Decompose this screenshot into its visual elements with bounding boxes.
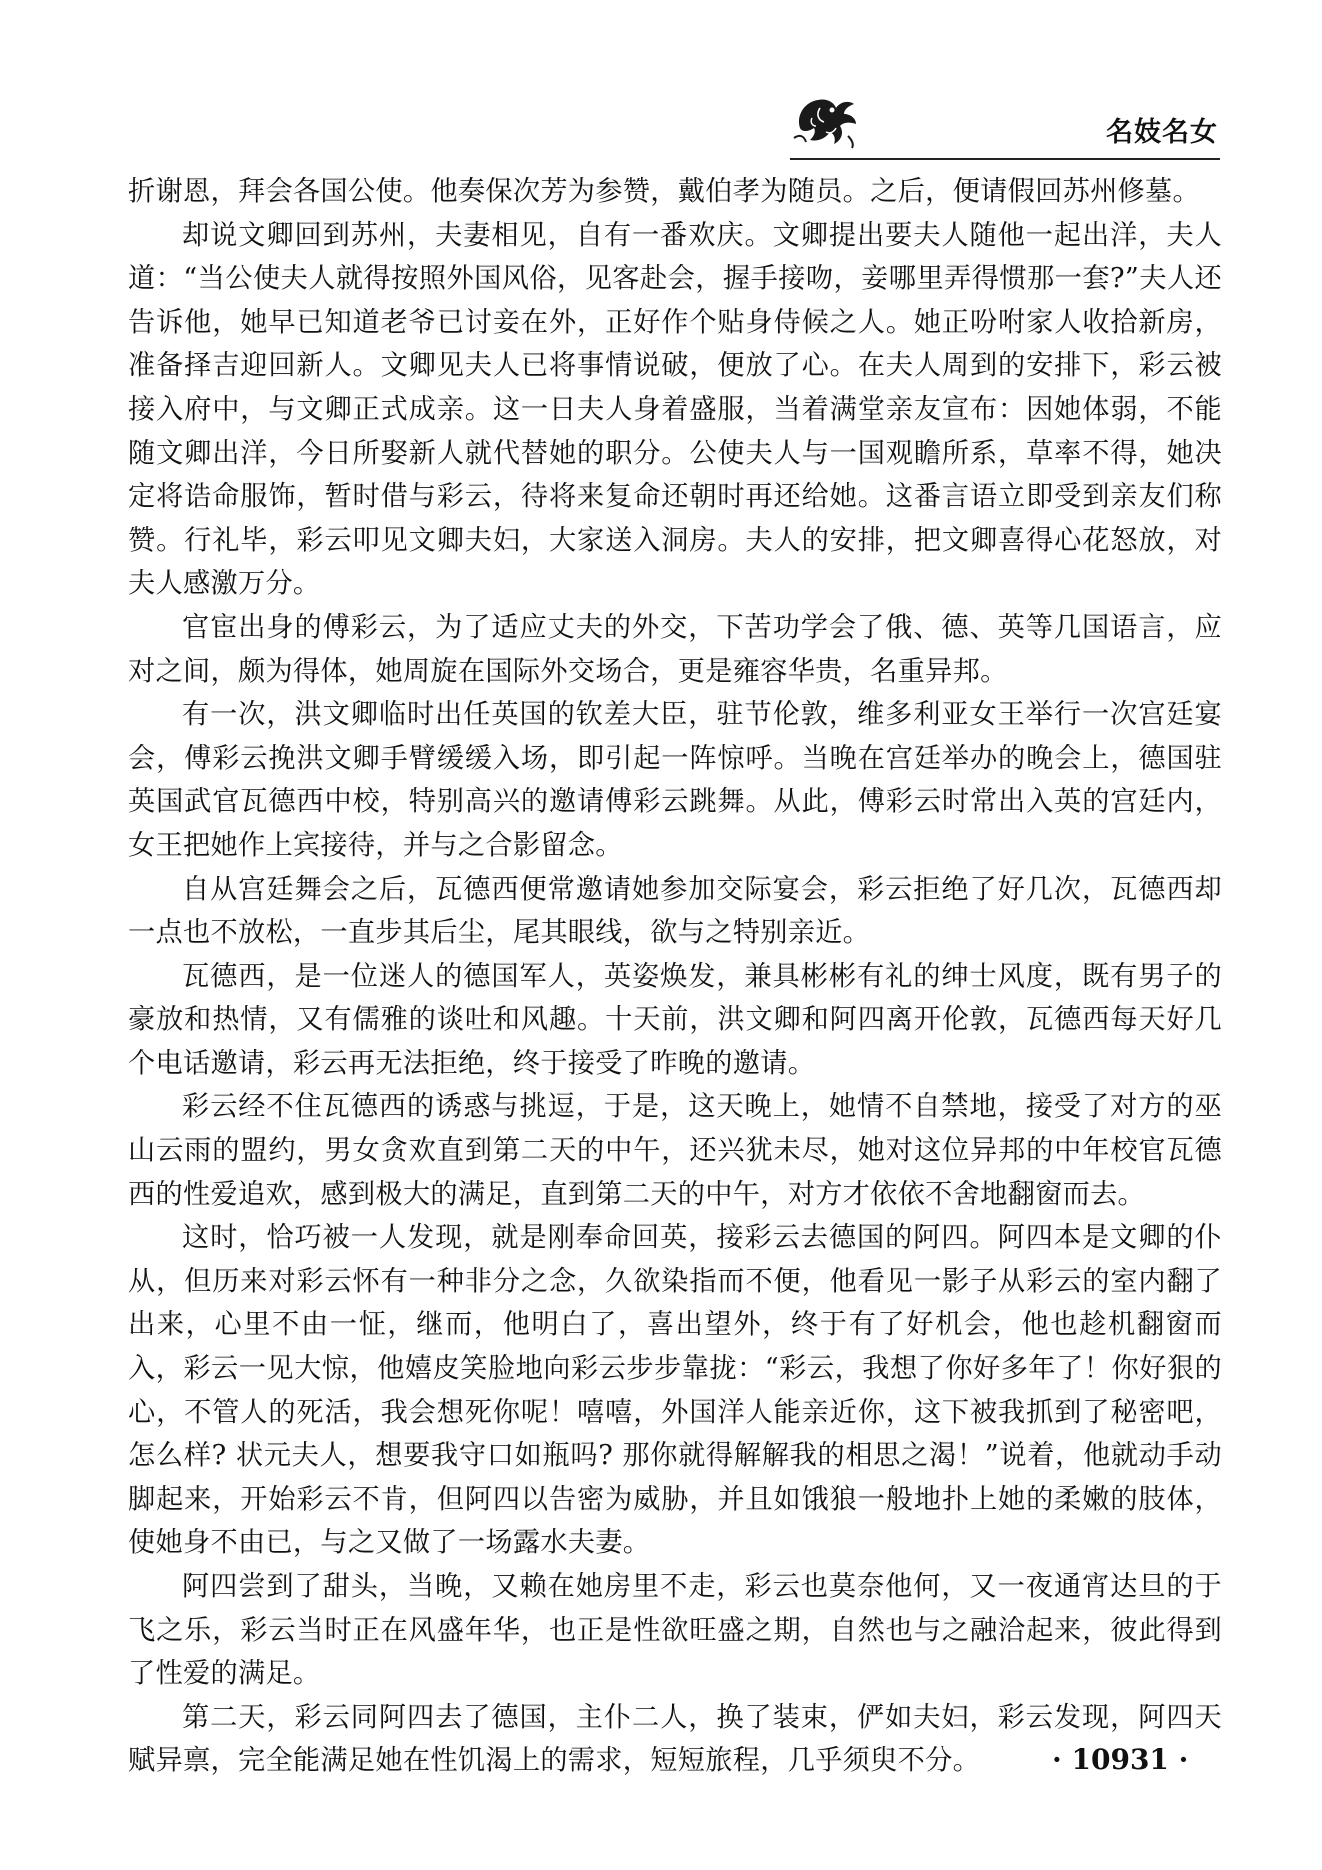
dragon-icon: [790, 88, 862, 152]
paragraph: 自从宫廷舞会之后，瓦德西便常邀请她参加交际宴会，彩云拒绝了好几次，瓦德西却一点也不放松，一直步其后尘，尾其眼线，欲与之特别亲近。: [128, 873, 1222, 949]
paragraph: 有一次，洪文卿临时出任英国的钦差大臣，驻节伦敦，维多利亚女王举行一次宫廷宴会，傅彩云挽洪文卿手臂缓缓入场，即引起一阵惊呼。当晚在宫廷举办的晚会上，德国驻英国武官瓦德西中校，特别高兴的邀请傅彩云跳舞。从此，傅彩云时常出入英的宫廷内，女王把她作上宾接待，并与之合影留念。: [128, 699, 1222, 861]
header-rule: [790, 158, 1220, 160]
paragraph: 瓦德西，是一位迷人的德国军人，英姿焕发，兼具彬彬有礼的绅士风度，既有男子的豪放和热情，又有儒雅的谈吐和风趣。十天前，洪文卿和阿四离开伦敦，瓦德西每天好几个电话邀请，彩云再无法拒绝，终于接受了昨晚的邀请。: [128, 960, 1222, 1079]
paragraph: 彩云经不住瓦德西的诱惑与挑逗，于是，这天晚上，她情不自禁地，接受了对方的巫山云雨的盟约，男女贪欢直到第二天的中午，还兴犹未尽，她对这位异邦的中年校官瓦德西的性爱追欢，感到极大的满足，直到第二天的中午，对方才依依不舍地翻窗而去。: [128, 1091, 1222, 1210]
paragraph: 官宦出身的傅彩云，为了适应丈夫的外交，下苦功学会了俄、德、英等几国语言，应对之间，颇为得体，她周旋在国际外交场合，更是雍容华贵，名重异邦。: [128, 611, 1222, 687]
paragraph: 却说文卿回到苏州，夫妻相见，自有一番欢庆。文卿提出要夫人随他一起出洋，夫人道：“当公使夫人就得按照外国风俗，见客赴会，握手接吻，妾哪里弄得惯那一套?”夫人还告诉他，她早已知道老爷已讨妾在外，正好作个贴身侍候之人。她正吩咐家人收拾新房，准备择吉迎回新人。文卿见夫人已将事情说破，便放了心。在夫人周到的安排下，彩云被接入府中，与文卿正式成亲。这一日夫人身着盛服，当着满堂亲友宣布：因她体弱，不能随文卿出洋，今日所娶新人就代替她的职分。公使夫人与一国观瞻所系，草率不得，她决定将诰命服饰，暂时借与彩云，待将来复命还朝时再还给她。这番言语立即受到亲友们称赞。行礼毕，彩云叩见文卿夫妇，大家送入洞房。夫人的安排，把文卿喜得心花怒放，对夫人感激万分。: [128, 219, 1222, 600]
page-header: [790, 82, 1220, 162]
page-header-title: 名妓名女: [1106, 117, 1218, 148]
page-body: [128, 170, 1222, 1783]
paragraph: 第二天，彩云同阿四去了德国，主仆二人，换了装束，俨如夫妇，彩云发现，阿四天赋异禀，完全能满足她在性饥渴上的需求，短短旅程，几乎须臾不分。: [128, 1701, 1222, 1777]
paragraph: 阿四尝到了甜头，当晚，又赖在她房里不走，彩云也莫奈他何，又一夜通宵达旦的于飞之乐，彩云当时正在风盛年华，也正是性欲旺盛之期，自然也与之融洽起来，彼此得到了性爱的满足。: [128, 1571, 1222, 1690]
page-number: · 10931 ·: [1052, 1743, 1189, 1776]
paragraph: 这时，恰巧被一人发现，就是刚奉命回英，接彩云去德国的阿四。阿四本是文卿的仆从，但历来对彩云怀有一种非分之念，久欲染指而不便，他看见一影子从彩云的室内翻了出来，心里不由一怔，继而，他明白了，喜出望外，终于有了好机会，他也趁机翻窗而入，彩云一见大惊，他嬉皮笑脸地向彩云步步靠拢：“彩云，我想了你好多年了！你好狠的心，不管人的死活，我会想死你呢！嘻嘻，外国洋人能亲近你，这下被我抓到了秘密吧，怎么样? 状元夫人，想要我守口如瓶吗? 那你就得解解我的相思之渴！”说着，他就动手动脚起来，开始彩云不肯，但阿四以告密为威胁，并且如饿狼一般地扑上她的柔嫩的肢体，使她身不由已，与之又做了一场露水夫妻。: [128, 1222, 1222, 1559]
paragraph: 折谢恩，拜会各国公使。他奏保次芳为参赞，戴伯孝为随员。之后，便请假回苏州修墓。: [128, 176, 1201, 207]
